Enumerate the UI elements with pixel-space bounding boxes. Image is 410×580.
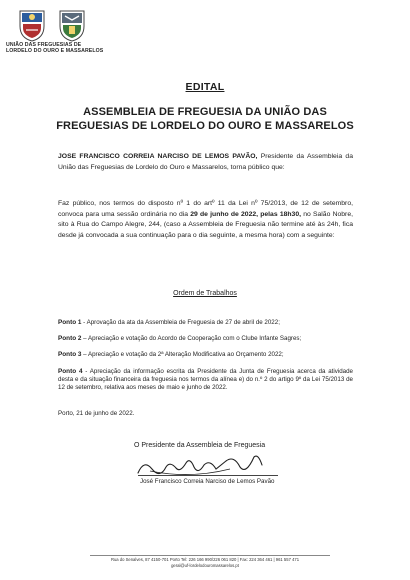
footer-address: Rua do Senalves, 87 4150-701 Porto Tel: 226 166 990/226 061 820 | Fax: 224 364 461 | 961 557 471 — [110, 557, 300, 562]
footer — [60, 557, 350, 569]
agenda-item-text: - Apreciação da informação escrita da Presidente da Junta de Freguesia acerca da atividade desta e da situação financeira da freguesia nos termos da alínea e) do n.º 2 do artigo 9º da Lei 75/2013 de 12 de setembro, relativa aos meses de maio e junho de 2022. — [58, 368, 353, 391]
agenda-item-text: - Aprovação da ata da Assembleia de Freguesia de 27 de abril de 2022; — [81, 319, 280, 326]
agenda-item — [58, 319, 353, 327]
convocation-text-b: no Salão Nobre, sito à Rua do Campo Alegre, 244, (caso a Assembleia de Freguesia não termine até às 24h, fica desde já convocada a sua continuação para o dia seguinte, a mesma hora) com a seguinte: — [58, 210, 353, 239]
signature-line — [138, 475, 278, 476]
document-date: Porto, 21 de junho de 2022. — [58, 410, 135, 417]
footer-divider — [90, 555, 330, 556]
agenda-item-label: Ponto 2 — [58, 335, 82, 342]
agenda-item — [58, 335, 353, 343]
agenda-item — [58, 368, 353, 392]
agenda-item — [58, 351, 353, 359]
signatory-name: José Francisco Correia Narciso de Lemos Pavão — [140, 478, 275, 485]
convocation-paragraph — [58, 199, 353, 241]
agenda-heading: Ordem de Trabalhos — [173, 290, 237, 297]
intro-paragraph — [58, 152, 353, 173]
intro-text: Presidente da Assembleia da União das Freguesias de Lordelo do Ouro e Massarelos, torna público que: — [58, 153, 353, 171]
president-name: JOSE FRANCISCO CORREIA NARCISO DE LEMOS PAVÃO, — [58, 153, 258, 160]
footer-email: geral@uf-lordelodouromassarelos.pt — [171, 563, 239, 568]
agenda-item-label: Ponto 4 — [58, 368, 83, 375]
organization-name — [6, 42, 116, 54]
agenda-item-text: – Apreciação e votação da 2ª Alteração Modificativa ao Orçamento 2022; — [81, 351, 284, 358]
session-date: 29 de junho de 2022, pelas 18h30, — [190, 210, 301, 218]
org-line-1: UNIÃO DAS FREGUESIAS DE — [6, 42, 82, 48]
document-title — [40, 105, 370, 133]
crest-right-icon — [58, 8, 86, 42]
convocation-text-a: Faz público, nos termos do disposto nº 1 do artº 11 da Lei nº 75/2013, de 12 de setembro, convoca para uma sessão ordinária no dia — [58, 200, 353, 218]
crest-left-icon — [18, 8, 46, 42]
title-line-1: ASSEMBLEIA DE FREGUESIA DA UNIÃO DAS — [83, 106, 327, 118]
agenda-item-label: Ponto 1 — [58, 319, 82, 326]
agenda-item-text: – Apreciação e votação do Acordo de Cooperação com o Clube Infante Sagres; — [81, 335, 302, 342]
org-line-2: LORDELO DO OURO E MASSARELOS — [6, 48, 104, 54]
signature-title: O Presidente da Assembleia de Freguesia — [134, 442, 266, 449]
title-line-2: FREGUESIAS DE LORDELO DO OURO E MASSARELOS — [56, 120, 354, 132]
agenda-item-label: Ponto 3 — [58, 351, 82, 358]
edital-heading: EDITAL — [185, 81, 225, 93]
